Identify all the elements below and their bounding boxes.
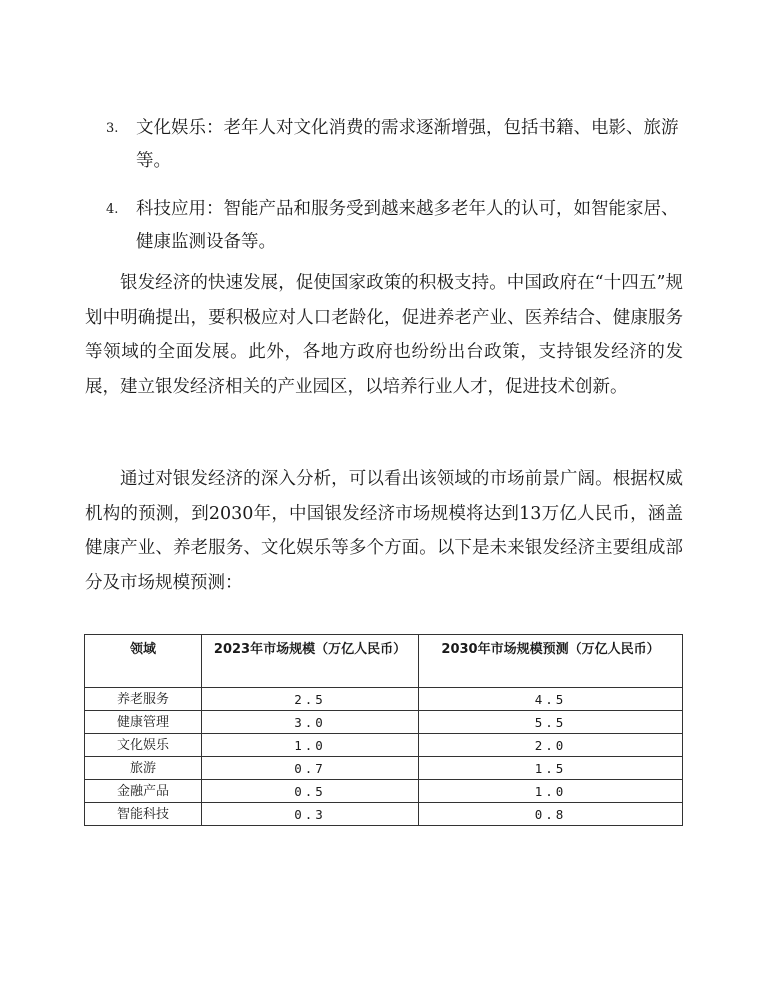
- cell-field: 文化娱乐: [85, 734, 202, 757]
- list-text: 科技应用：智能产品和服务受到越来越多老年人的认可，如智能家居、健康监测设备等。: [136, 199, 679, 252]
- header-2030: 2030年市场规模预测（万亿人民币）: [419, 635, 683, 688]
- cell-field: 金融产品: [85, 780, 202, 803]
- cell-2030: 5.5: [419, 711, 683, 734]
- header-field: 领域: [85, 635, 202, 688]
- cell-2023: 3.0: [202, 711, 419, 734]
- cell-2030: 4.5: [419, 688, 683, 711]
- cell-field: 健康管理: [85, 711, 202, 734]
- list-number: 4.: [106, 202, 119, 217]
- table-row: [85, 803, 683, 826]
- table-header-row: [85, 635, 683, 688]
- paragraph-policy: 银发经济的快速发展，促使国家政策的积极支持。中国政府在“十四五”规划中明确提出，要积极应对人口老龄化，促进养老产业、医养结合、健康服务等领域的全面发展。此外，各地方政府也纷纷出台政策，支持银发经济的发展，建立银发经济相关的产业园区，以培养行业人才，促进技术创新。: [85, 273, 683, 397]
- cell-2030: 1.5: [419, 757, 683, 780]
- table-row: [85, 688, 683, 711]
- cell-2023: 0.3: [202, 803, 419, 826]
- cell-2030: 0.8: [419, 803, 683, 826]
- cell-2023: 0.7: [202, 757, 419, 780]
- cell-2023: 1.0: [202, 734, 419, 757]
- market-size-table: [84, 634, 683, 826]
- cell-field: 智能科技: [85, 803, 202, 826]
- table-row: [85, 757, 683, 780]
- cell-2023: 2.5: [202, 688, 419, 711]
- table-row: [85, 780, 683, 803]
- cell-2030: 2.0: [419, 734, 683, 757]
- cell-field: 旅游: [85, 757, 202, 780]
- table-row: [85, 711, 683, 734]
- list-number: 3.: [106, 121, 119, 136]
- list-text: 文化娱乐：老年人对文化消费的需求逐渐增强，包括书籍、电影、旅游等。: [136, 118, 679, 171]
- table-row: [85, 734, 683, 757]
- cell-2023: 0.5: [202, 780, 419, 803]
- cell-field: 养老服务: [85, 688, 202, 711]
- header-2023: 2023年市场规模（万亿人民币）: [202, 635, 419, 688]
- paragraph-forecast: 通过对银发经济的深入分析，可以看出该领域的市场前景广阔。根据权威机构的预测，到2030年，中国银发经济市场规模将达到13万亿人民币，涵盖健康产业、养老服务、文化娱乐等多个方面。以下是未来银发经济主要组成部分及市场规模预测：: [85, 469, 683, 593]
- cell-2030: 1.0: [419, 780, 683, 803]
